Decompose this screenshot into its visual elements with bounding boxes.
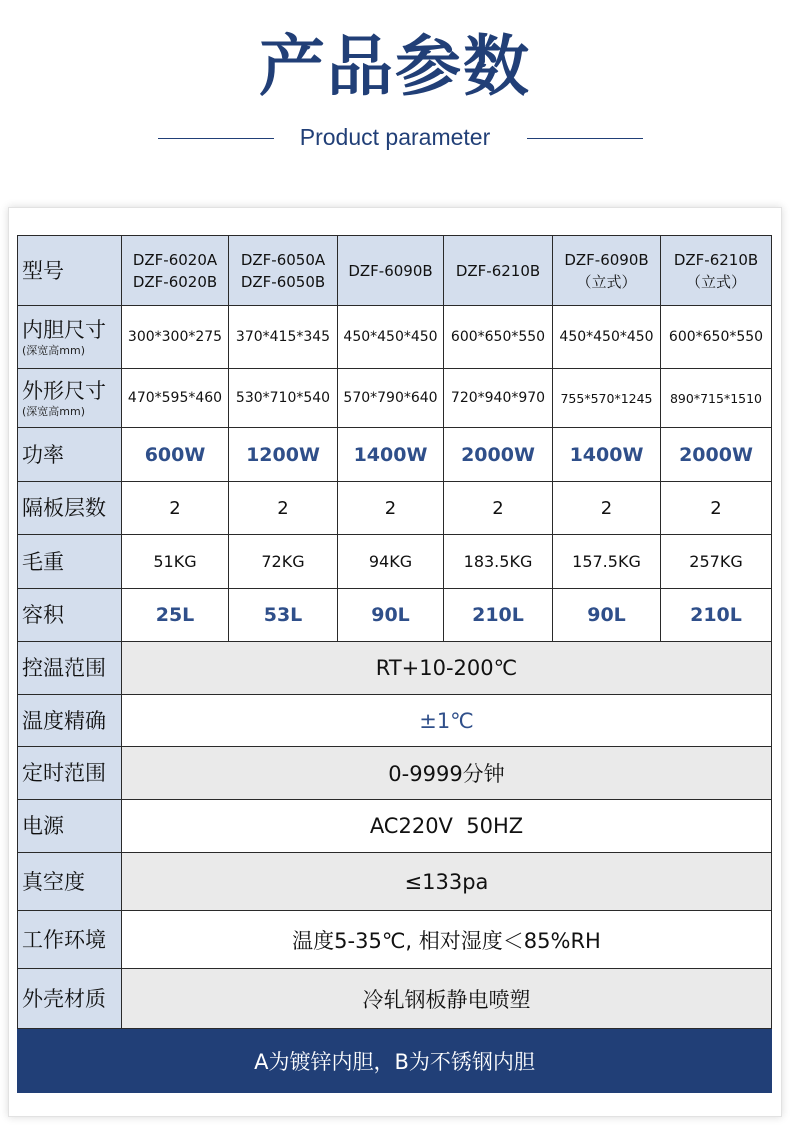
model-cell: DZF-6090B bbox=[338, 236, 444, 306]
inner-size-cell: 600*650*550 bbox=[444, 306, 553, 369]
subtitle-row bbox=[0, 120, 790, 160]
power-cell: 2000W bbox=[661, 428, 772, 482]
power-cell: 1400W bbox=[553, 428, 661, 482]
footer-note: A为镀锌内胆，B为不锈钢内胆 bbox=[18, 1029, 772, 1093]
weight-cell: 183.5KG bbox=[444, 535, 553, 589]
page-title: 产品参数 bbox=[259, 28, 531, 105]
row-volume bbox=[18, 589, 772, 642]
page-subtitle: Product parameter bbox=[299, 124, 491, 150]
volume-cell: 90L bbox=[338, 589, 444, 642]
label-power: 功率 bbox=[18, 428, 122, 482]
shell-value: 冷轧钢板静电喷塑 bbox=[122, 969, 772, 1029]
row-inner-size bbox=[18, 306, 772, 369]
row-environment bbox=[18, 911, 772, 969]
label-model: 型号 bbox=[18, 236, 122, 306]
row-temp-accuracy bbox=[18, 695, 772, 747]
row-outer-size bbox=[18, 369, 772, 428]
model-cell: DZF-6210B （立式） bbox=[661, 236, 772, 306]
weight-cell: 72KG bbox=[229, 535, 338, 589]
model-cell: DZF-6020A DZF-6020B bbox=[122, 236, 229, 306]
weight-cell: 257KG bbox=[661, 535, 772, 589]
environment-value: 温度5-35℃, 相对湿度＜85%RH bbox=[122, 911, 772, 969]
volume-cell: 25L bbox=[122, 589, 229, 642]
label-timer: 定时范围 bbox=[18, 747, 122, 800]
outer-size-cell: 890*715*1510 bbox=[661, 369, 772, 428]
weight-cell: 157.5KG bbox=[553, 535, 661, 589]
power-supply-value: AC220V 50HZ bbox=[122, 800, 772, 853]
label-temp-range: 控温范围 bbox=[18, 642, 122, 695]
inner-size-cell: 450*450*450 bbox=[338, 306, 444, 369]
label-vacuum: 真空度 bbox=[18, 853, 122, 911]
temp-range-value: RT+10-200℃ bbox=[122, 642, 772, 695]
temp-accuracy-value: ±1℃ bbox=[122, 695, 772, 747]
row-model bbox=[18, 236, 772, 306]
inner-size-cell: 300*300*275 bbox=[122, 306, 229, 369]
weight-cell: 94KG bbox=[338, 535, 444, 589]
row-timer bbox=[18, 747, 772, 800]
outer-size-cell: 470*595*460 bbox=[122, 369, 229, 428]
row-shelves bbox=[18, 482, 772, 535]
shelves-cell: 2 bbox=[444, 482, 553, 535]
outer-size-cell: 530*710*540 bbox=[229, 369, 338, 428]
row-power-supply bbox=[18, 800, 772, 853]
label-inner-size: 内胆尺寸 (深宽高mm) bbox=[18, 306, 122, 369]
row-shell bbox=[18, 969, 772, 1029]
outer-size-cell: 570*790*640 bbox=[338, 369, 444, 428]
outer-size-cell: 755*570*1245 bbox=[553, 369, 661, 428]
model-cell: DZF-6090B （立式） bbox=[553, 236, 661, 306]
timer-value: 0-9999分钟 bbox=[122, 747, 772, 800]
power-cell: 1400W bbox=[338, 428, 444, 482]
shelves-cell: 2 bbox=[553, 482, 661, 535]
row-weight bbox=[18, 535, 772, 589]
label-outer-size: 外形尺寸 (深宽高mm) bbox=[18, 369, 122, 428]
label-shell: 外壳材质 bbox=[18, 969, 122, 1029]
inner-size-cell: 600*650*550 bbox=[661, 306, 772, 369]
model-cell: DZF-6050A DZF-6050B bbox=[229, 236, 338, 306]
power-cell: 1200W bbox=[229, 428, 338, 482]
volume-cell: 90L bbox=[553, 589, 661, 642]
divider-right bbox=[527, 138, 643, 139]
inner-size-cell: 370*415*345 bbox=[229, 306, 338, 369]
shelves-cell: 2 bbox=[661, 482, 772, 535]
label-shelves: 隔板层数 bbox=[18, 482, 122, 535]
row-power bbox=[18, 428, 772, 482]
vacuum-value: ≤133pa bbox=[122, 853, 772, 911]
shelves-cell: 2 bbox=[229, 482, 338, 535]
shelves-cell: 2 bbox=[122, 482, 229, 535]
volume-cell: 53L bbox=[229, 589, 338, 642]
row-footer-note bbox=[18, 1029, 772, 1093]
label-volume: 容积 bbox=[18, 589, 122, 642]
volume-cell: 210L bbox=[661, 589, 772, 642]
power-cell: 2000W bbox=[444, 428, 553, 482]
inner-size-cell: 450*450*450 bbox=[553, 306, 661, 369]
row-vacuum bbox=[18, 853, 772, 911]
model-cell: DZF-6210B bbox=[444, 236, 553, 306]
shelves-cell: 2 bbox=[338, 482, 444, 535]
weight-cell: 51KG bbox=[122, 535, 229, 589]
label-weight: 毛重 bbox=[18, 535, 122, 589]
volume-cell: 210L bbox=[444, 589, 553, 642]
power-cell: 600W bbox=[122, 428, 229, 482]
parameter-table bbox=[17, 235, 772, 1093]
label-environment: 工作环境 bbox=[18, 911, 122, 969]
label-temp-accuracy: 温度精确 bbox=[18, 695, 122, 747]
label-power-supply: 电源 bbox=[18, 800, 122, 853]
row-temp-range bbox=[18, 642, 772, 695]
outer-size-cell: 720*940*970 bbox=[444, 369, 553, 428]
